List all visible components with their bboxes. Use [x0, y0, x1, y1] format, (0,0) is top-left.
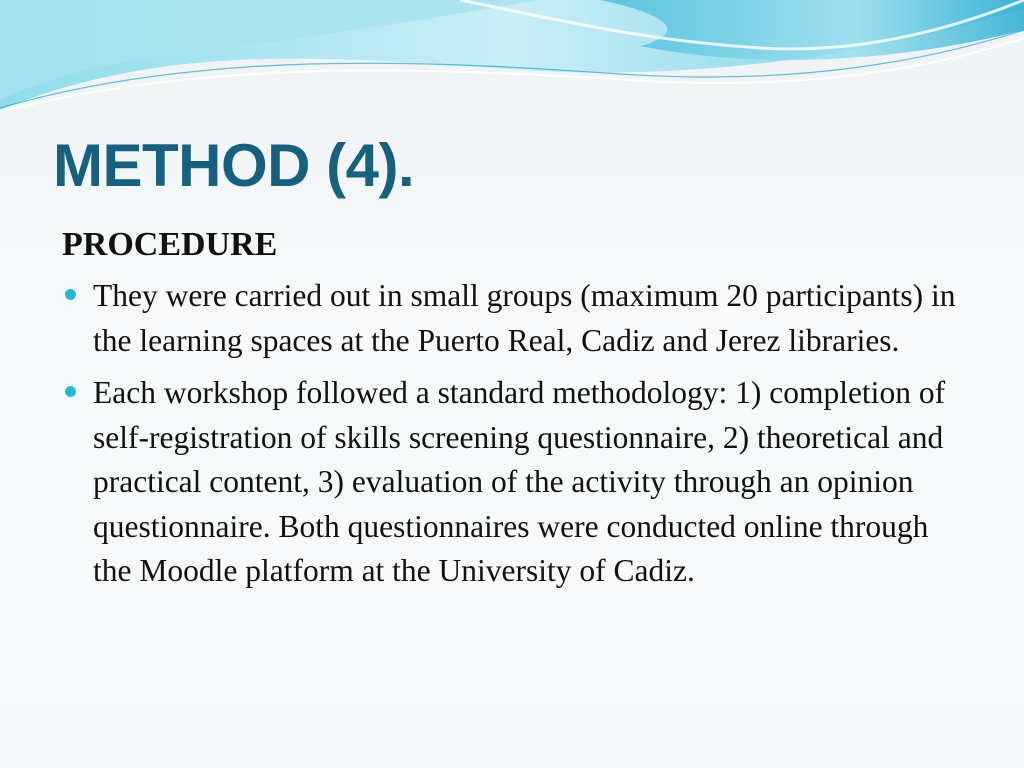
bullet-text: They were carried out in small groups (maximum 20 participants) in the learning spaces at the Puerto Real, Cadiz and Jerez libraries. — [93, 278, 956, 358]
header-wave-decoration — [0, 0, 1024, 130]
procedure-heading: PROCEDURE — [62, 226, 278, 263]
bullet-dot-icon — [65, 386, 76, 397]
slide-title: METHOD (4). — [53, 132, 415, 199]
bullet-item-groups — [62, 274, 962, 363]
bullet-text: Each workshop followed a standard methodology: 1) completion of self-registration of skills screening questionnaire, 2) theoretical and practical content, 3) evaluation of the activity through an opinion questionnaire. Both questionnaires were conducted online through the Moodle platform at the University of Cadiz. — [93, 375, 946, 588]
bullet-dot-icon — [65, 289, 76, 300]
bullet-list — [62, 274, 962, 594]
bullet-item-methodology — [62, 371, 962, 594]
slide-content — [62, 222, 962, 602]
